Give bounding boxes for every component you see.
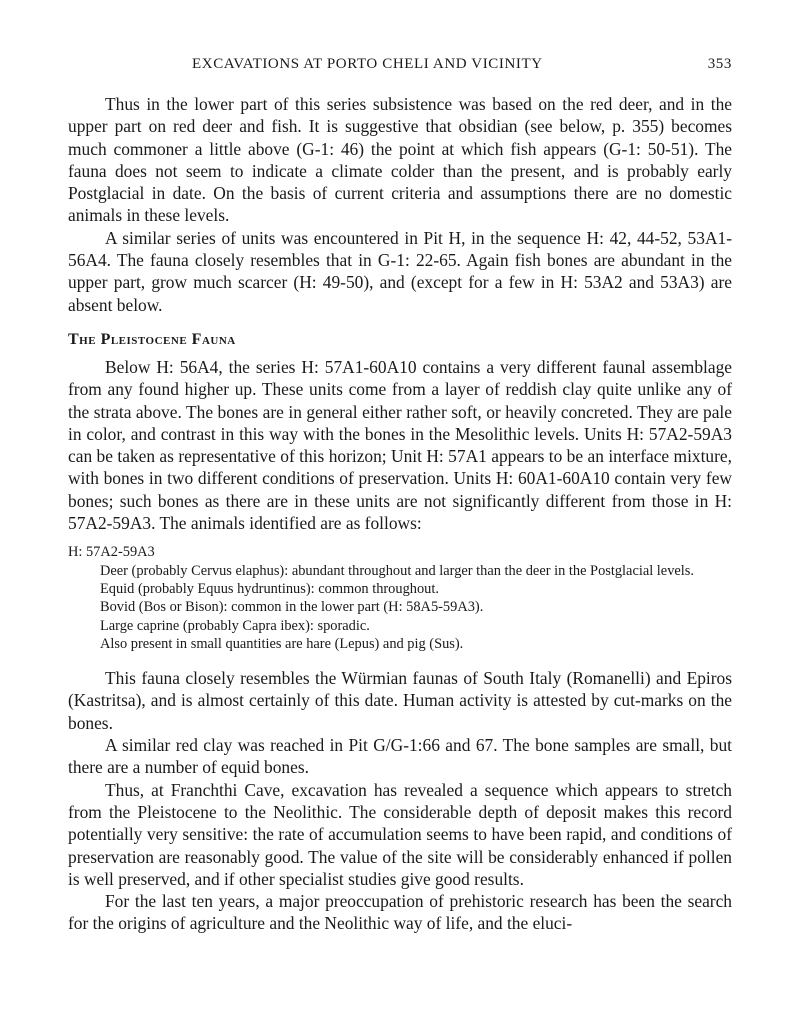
paragraph: A similar red clay was reached in Pit G/G-1:66 and 67. The bone samples are small, but there are a number of equid bones.: [68, 735, 732, 778]
fauna-list: [68, 543, 732, 653]
fauna-list-item: Large caprine (probably Capra ibex): sporadic.: [100, 617, 370, 634]
paragraph: Thus in the lower part of this series subsistence was based on the red deer, and in the upper part on red deer and fish. It is suggestive that obsidian (see below, p. 355) becomes much commoner a little above (G-1: 46) the point at which fish appears (G-1: 50-51). The fauna does not seem to indicate a climate colder than the present, and is probably early Postglacial in date. On the basis of current criteria and assumptions there are no domestic animals in these levels.: [68, 94, 732, 226]
paragraph: Thus, at Franchthi Cave, excavation has revealed a sequence which appears to stretch from the Pleistocene to the Neolithic. The considerable depth of deposit makes this record potentially very sensitive: the rate of accumulation seems to have been rapid, and conditions of preservation are reasonably good. The value of the site will be considerably enhanced if pollen is well preserved, and if other specialist studies give good results.: [68, 779, 732, 889]
running-header: [68, 54, 732, 78]
fauna-list-item: Equid (probably Equus hydruntinus): common throughout.: [100, 580, 439, 597]
running-title: EXCAVATIONS AT PORTO CHELI AND VICINITY: [192, 56, 543, 72]
paragraph: This fauna closely resembles the Würmian faunas of South Italy (Romanelli) and Epiros (Kastritsa), and is almost certainly of this date. Human activity is attested by cut-marks on the bones.: [68, 668, 732, 733]
section-heading: The Pleistocene Fauna: [68, 330, 236, 348]
fauna-list-heading: H: 57A2-59A3: [68, 544, 155, 561]
page-number: 353: [707, 56, 732, 72]
paragraph: Below H: 56A4, the series H: 57A1-60A10 contains a very different faunal assemblage from any found higher up. These units come from a layer of reddish clay quite unlike any of the strata above. The bones are in general either rather soft, or heavily concreted. They are pale in color, and contrast in this way with the bones in the Mesolithic levels. Units H: 57A2-59A3 can be taken as representative of this horizon; Unit H: 57A1 appears to be an interface mixture, with bones in two different conditions of preservation. Units H: 60A1-60A10 contain very few bones; such bones as there are in these units are not significantly different from those in H: 57A2-59A3. The animals identified are as follows:: [68, 356, 732, 534]
fauna-list-item: Bovid (Bos or Bison): common in the lower part (H: 58A5-59A3).: [100, 599, 484, 616]
paragraph: A similar series of units was encountered in Pit H, in the sequence H: 42, 44-52, 53A1-56A4. The fauna closely resembles that in G-1: 22-65. Again fish bones are abundant in the upper part, grow much scarcer (H: 49-50), and (except for a few in H: 53A2 and 53A3) are absent below.: [68, 227, 732, 315]
fauna-list-item: Also present in small quantities are hare (Lepus) and pig (Sus).: [100, 635, 464, 652]
paragraph: For the last ten years, a major preoccupation of prehistoric research has been the search for the origins of agriculture and the Neolithic way of life, and the eluci-: [68, 891, 732, 934]
body-text: [68, 93, 732, 935]
fauna-list-item: Deer (probably Cervus elaphus): abundant throughout and larger than the deer in the Postglacial levels.: [100, 562, 694, 579]
